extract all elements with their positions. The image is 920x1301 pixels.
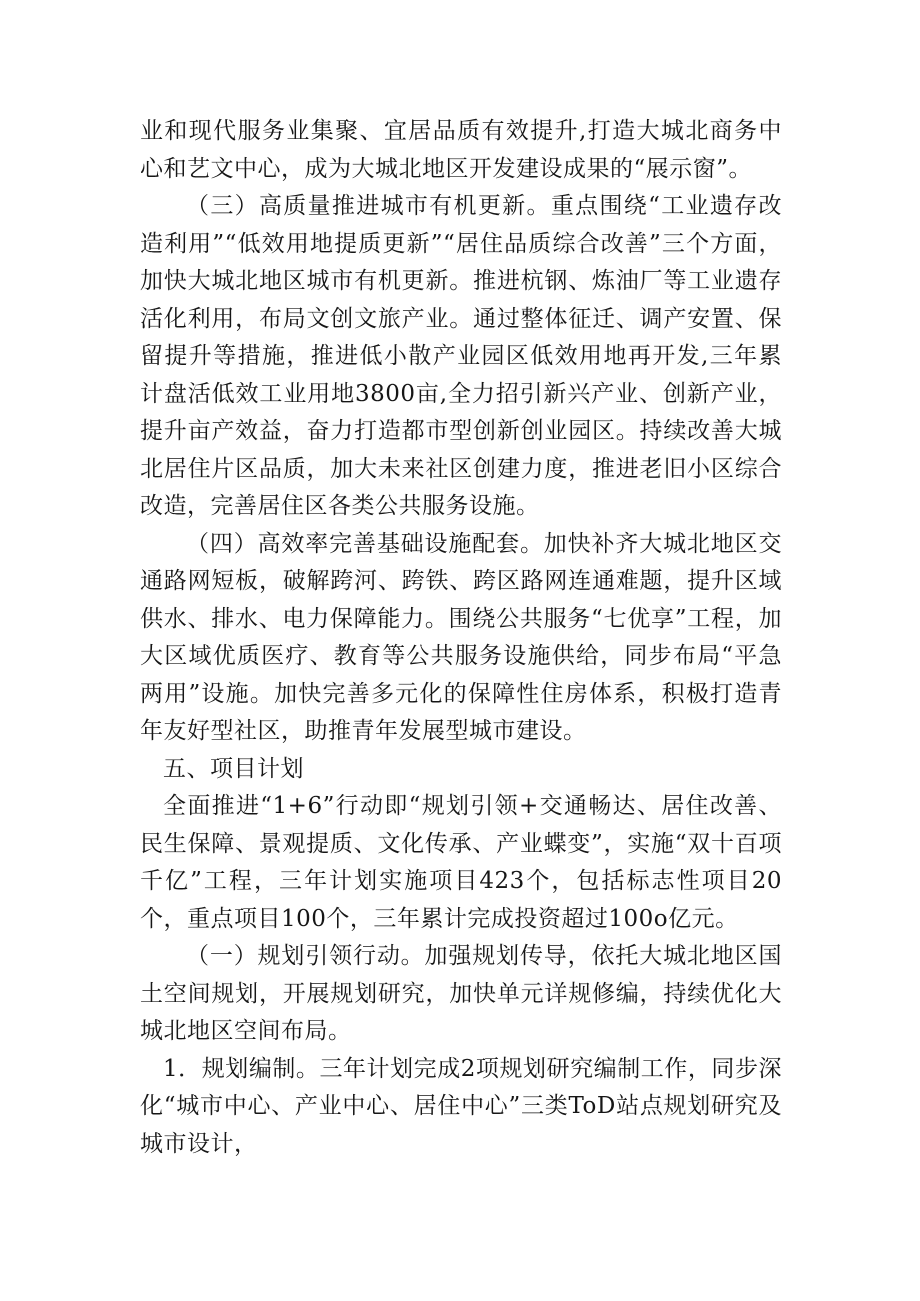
paragraph-project-overview: 全面推进“1+6”行动即“规划引领+交通畅达、居住改善、民生保障、景观提质、文化传承、产业蝶变”，实施“双十百项千亿”工程，三年计划实施项目423个，包括标志性项目20个，重点项目100个，三年累计完成投资超过100o亿元。 [140, 793, 782, 932]
paragraph-planning-action: （一）规划引领行动。加强规划传导，依托大城北地区国土空间规划，开展规划研究，加快单元详规修编，持续优化大城北地区空间布局。 [140, 943, 782, 1044]
paragraph-section-3: （三）高质量推进城市有机更新。重点围绕“工业遗存改造利用”“低效用地提质更新”“居住品质综合改善”三个方面，加快大城北地区城市有机更新。推进杭钢、炼油厂等工业遗存活化利用，布局文创文旅产业。通过整体征迁、调产安置、保留提升等措施，推进低小散产业园区低效用地再开发,三年累计盘活低效工业用地3800亩,全力招引新兴产业、创新产业，提升亩产效益，奋力打造都市型创新创业园区。持续改善大城北居住片区品质，加大未来社区创建力度，推进老旧小区综合改造，完善居住区各类公共服务设施。 [140, 193, 782, 519]
document-body [140, 113, 782, 1163]
paragraph-planning-compilation: 1．规划编制。三年计划完成2项规划研究编制工作，同步深化“城市中心、产业中心、居住中心”三类ToD站点规划研究及城市设计， [140, 1055, 782, 1157]
paragraph-continuation: 业和现代服务业集聚、宜居品质有效提升,打造大城北商务中心和艺文中心，成为大城北地区开发建设成果的“展示窗”。 [140, 118, 782, 182]
paragraph-section-4: （四）高效率完善基础设施配套。加快补齐大城北地区交通路网短板，破解跨河、跨铁、跨区路网连通难题，提升区域供水、排水、电力保障能力。围绕公共服务“七优享”工程，加大区域优质医疗、教育等公共服务设施供给，同步布局“平急两用”设施。加快完善多元化的保障性住房体系，积极打造青年友好型社区，助推青年发展型城市建设。 [140, 530, 782, 744]
section-heading-project-plan: 五、项目计划 [163, 755, 304, 782]
